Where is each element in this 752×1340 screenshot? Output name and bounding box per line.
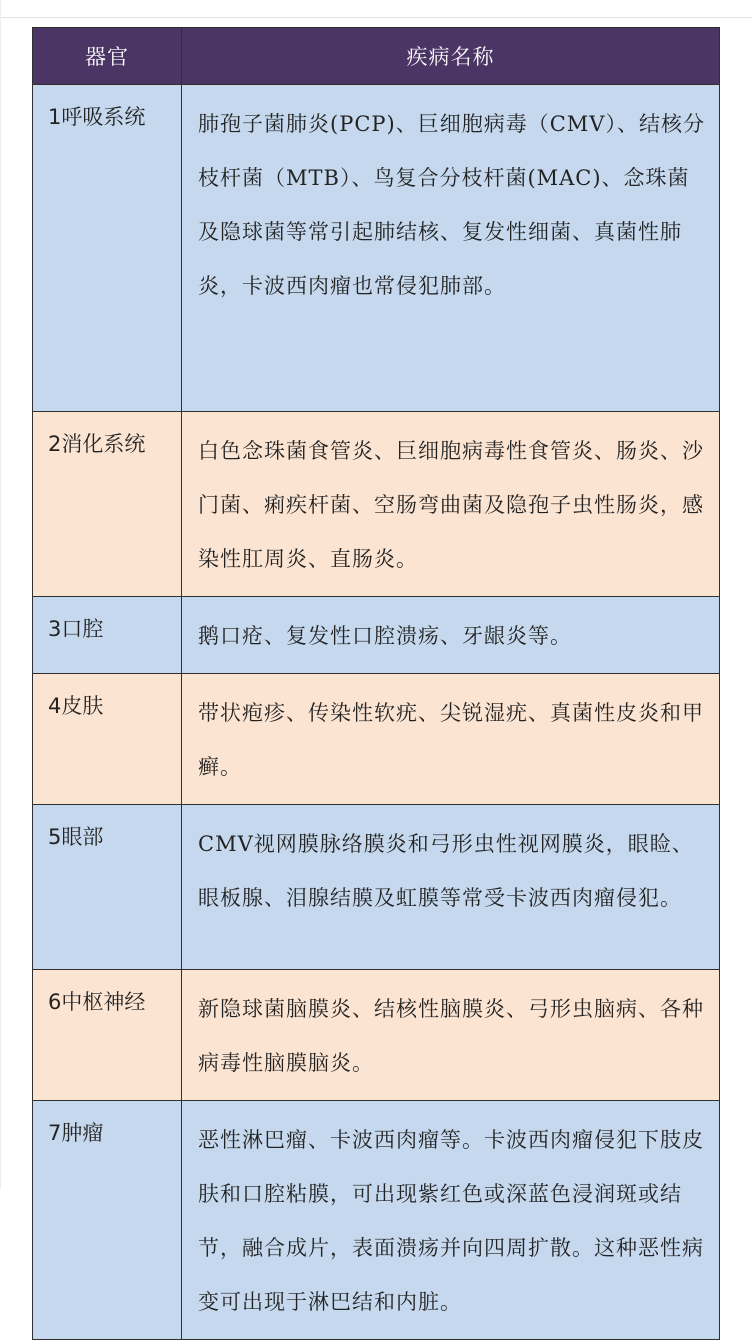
organ-cell: 7肿瘤 bbox=[33, 1101, 182, 1340]
organ-cell: 3口腔 bbox=[33, 597, 182, 674]
disease-text: 带状疱疹、传染性软疣、尖锐湿疣、真菌性皮炎和甲癣。 bbox=[198, 701, 704, 779]
table-row bbox=[33, 805, 720, 970]
organ-cell: 4皮肤 bbox=[33, 674, 182, 805]
top-divider bbox=[0, 17, 752, 18]
disease-cell bbox=[182, 1101, 720, 1340]
disease-text: 恶性淋巴瘤、卡波西肉瘤等。卡波西肉瘤侵犯下肢皮肤和口腔粘膜，可出现紫红色或深蓝色浸润斑或结节，融合成片，表面溃疡并向四周扩散。这种恶性病变可出现于淋巴结和内脏。 bbox=[198, 1128, 704, 1314]
disease-cell bbox=[182, 805, 720, 970]
organ-cell: 6中枢神经 bbox=[33, 970, 182, 1101]
header-organ: 器官 bbox=[33, 28, 182, 85]
table-row bbox=[33, 85, 720, 412]
disease-cell bbox=[182, 597, 720, 674]
disease-text: 新隐球菌脑膜炎、结核性脑膜炎、弓形虫脑病、各种病毒性脑膜脑炎。 bbox=[198, 997, 704, 1075]
organ-cell: 5眼部 bbox=[33, 805, 182, 970]
organ-cell: 2消化系统 bbox=[33, 412, 182, 597]
disease-cell bbox=[182, 85, 720, 412]
disease-text: 鹅口疮、复发性口腔溃疡、牙龈炎等。 bbox=[198, 624, 572, 648]
organ-cell: 1呼吸系统 bbox=[33, 85, 182, 412]
disease-text: 肺孢子菌肺炎(PCP)、巨细胞病毒（CMV）、结核分枝杆菌（MTB）、鸟复合分枝杆菌(MAC)、念珠菌及隐球菌等常引起肺结核、复发性细菌、真菌性肺炎，卡波西肉瘤也常侵犯肺部。 bbox=[198, 112, 705, 298]
disease-cell bbox=[182, 970, 720, 1101]
table-header bbox=[33, 28, 720, 85]
disease-text: CMV视网膜脉络膜炎和弓形虫性视网膜炎，眼睑、眼板腺、泪腺结膜及虹膜等常受卡波西肉瘤侵犯。 bbox=[198, 832, 694, 910]
disease-cell bbox=[182, 412, 720, 597]
table-row bbox=[33, 412, 720, 597]
disease-cell bbox=[182, 674, 720, 805]
table-row bbox=[33, 1101, 720, 1340]
disease-text: 白色念珠菌食管炎、巨细胞病毒性食管炎、肠炎、沙门菌、痢疾杆菌、空肠弯曲菌及隐孢子虫性肠炎，感染性肛周炎、直肠炎。 bbox=[198, 439, 704, 571]
header-row bbox=[33, 28, 720, 85]
table-row bbox=[33, 597, 720, 674]
organ-disease-table bbox=[32, 27, 720, 1340]
table-row bbox=[33, 674, 720, 805]
left-divider bbox=[0, 0, 1, 1189]
table-row bbox=[33, 970, 720, 1101]
table-body bbox=[33, 85, 720, 1340]
header-disease-name: 疾病名称 bbox=[182, 28, 720, 85]
